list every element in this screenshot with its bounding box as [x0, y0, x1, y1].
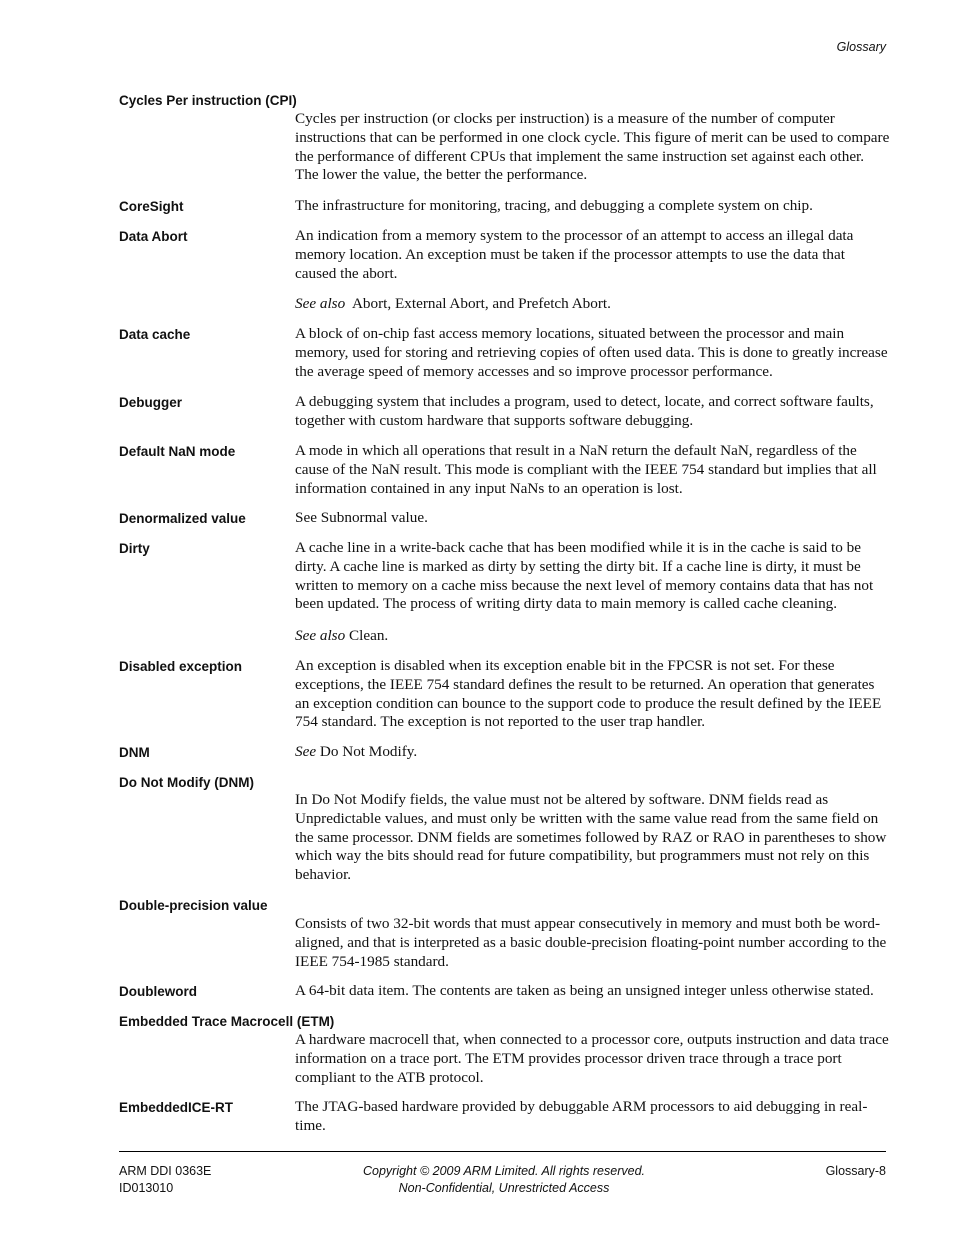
glossary-term: Data cache [119, 327, 191, 342]
footer-legal [340, 1163, 668, 1197]
glossary-term: Default NaN mode [119, 444, 236, 459]
glossary-term: Data Abort [119, 229, 188, 244]
glossary-definition: A block of on-chip fast access memory locations, situated between the processor and main memory, used for storing and retrieving copies of often used data. This is done to greatly increase the average speed of memory accesses and so improve processor performance. [295, 325, 888, 380]
see-also-line [295, 627, 890, 646]
see-also-line [295, 295, 890, 314]
glossary-term: Embedded Trace Macrocell (ETM) [119, 1014, 335, 1029]
glossary-definition: The infrastructure for monitoring, tracing, and debugging a complete system on chip. [295, 197, 813, 214]
running-header: Glossary [836, 40, 886, 54]
glossary-term: DNM [119, 745, 150, 760]
footer-rule [119, 1151, 886, 1152]
document-revision: ID013010 [119, 1181, 174, 1195]
see-label: See [295, 743, 317, 760]
glossary-definition: A hardware macrocell that, when connected to a processor core, outputs instruction and data trace information on a trace port. The ETM provides processor driven trace through a trace port compliant to the ATB protocol. [295, 1031, 889, 1086]
glossary-term: Double-precision value [119, 898, 268, 913]
document-number: ARM DDI 0363E [119, 1164, 212, 1178]
glossary-term: Denormalized value [119, 511, 246, 526]
glossary-definition: An indication from a memory system to the processor of an attempt to access an illegal data memory location. An exception must be taken if the processor attempts to use the data that caused the abort. [295, 227, 854, 282]
glossary-term: Debugger [119, 395, 183, 410]
glossary-term: Doubleword [119, 984, 197, 999]
footer-doc-info [119, 1163, 211, 1197]
access-notice: Non-Confidential, Unrestricted Access [398, 1181, 610, 1195]
glossary-term: CoreSight [119, 199, 184, 214]
glossary-term: Disabled exception [119, 659, 243, 674]
glossary-definition: In Do Not Modify fields, the value must not be altered by software. DNM fields read as Unpredictable values, and must only be written with the same value read from the same field on the same processor. DNM fields are sometimes followed by RAZ or RAO in parentheses to show which way the bits should read for future compatibility, but programmers must not rely on this behavior. [295, 791, 887, 884]
glossary-term: Do Not Modify (DNM) [119, 775, 254, 790]
glossary-definition: Consists of two 32-bit words that must appear consecutively in memory and must both be word-aligned, and that is interpreted as a basic double-precision floating-point number according to the IEEE 754-1985 standard. [295, 915, 887, 970]
glossary-definition: See Subnormal value. [295, 509, 428, 526]
glossary-term: EmbeddedICE-RT [119, 1100, 234, 1115]
glossary-term: Cycles Per instruction (CPI) [119, 93, 297, 108]
see-also-label: See also [295, 627, 346, 644]
page-number: Glossary-8 [825, 1164, 886, 1178]
see-reference-line [295, 743, 890, 762]
glossary-definition: A 64-bit data item. The contents are taken as being an unsigned integer unless otherwise stated. [295, 982, 874, 999]
see-reference: Do Not Modify. [319, 743, 418, 760]
glossary-definition: Cycles per instruction (or clocks per instruction) is a measure of the number of computer instructions that can be performed in one clock cycle. This figure of merit can be used to compare the performance of different CPUs that implement the same instruction set against each other. The lower the value, the better the performance. [295, 110, 890, 184]
glossary-definition: An exception is disabled when its exception enable bit in the FPCSR is not set. For these exceptions, the IEEE 754 standard defines the result to be returned. An operation that generates an exception condition can bounce to the support code to produce the result defined by the IEEE 754 standard. The exception is not reported to the user trap handler. [295, 657, 882, 731]
glossary-term: Dirty [119, 541, 150, 556]
see-also-reference: Abort, External Abort, and Prefetch Abort. [351, 295, 611, 312]
glossary-definition: A debugging system that includes a program, used to detect, locate, and correct software faults, together with custom hardware that supports software debugging. [295, 393, 874, 429]
see-also-reference: Clean. [349, 627, 389, 644]
glossary-definition: A cache line in a write-back cache that has been modified while it is in the cache is said to be dirty. A cache line is marked as dirty by setting the dirty bit. If a cache line is dirty, it must be written to memory on a cache miss because the next level of memory contains data that has not been updated. The process of writing dirty data to main memory is called cache cleaning. [295, 539, 874, 613]
glossary-definition: A mode in which all operations that result in a NaN return the default NaN, regardless of the cause of the NaN result. This mode is compliant with the IEEE 754 standard but implies that all information contained in any input NaNs to an operation is lost. [295, 442, 877, 497]
glossary-definition: The JTAG-based hardware provided by debuggable ARM processors to aid debugging in real-time. [295, 1098, 868, 1134]
see-also-label: See also [295, 295, 346, 312]
copyright-notice: Copyright © 2009 ARM Limited. All rights reserved. [362, 1164, 645, 1178]
